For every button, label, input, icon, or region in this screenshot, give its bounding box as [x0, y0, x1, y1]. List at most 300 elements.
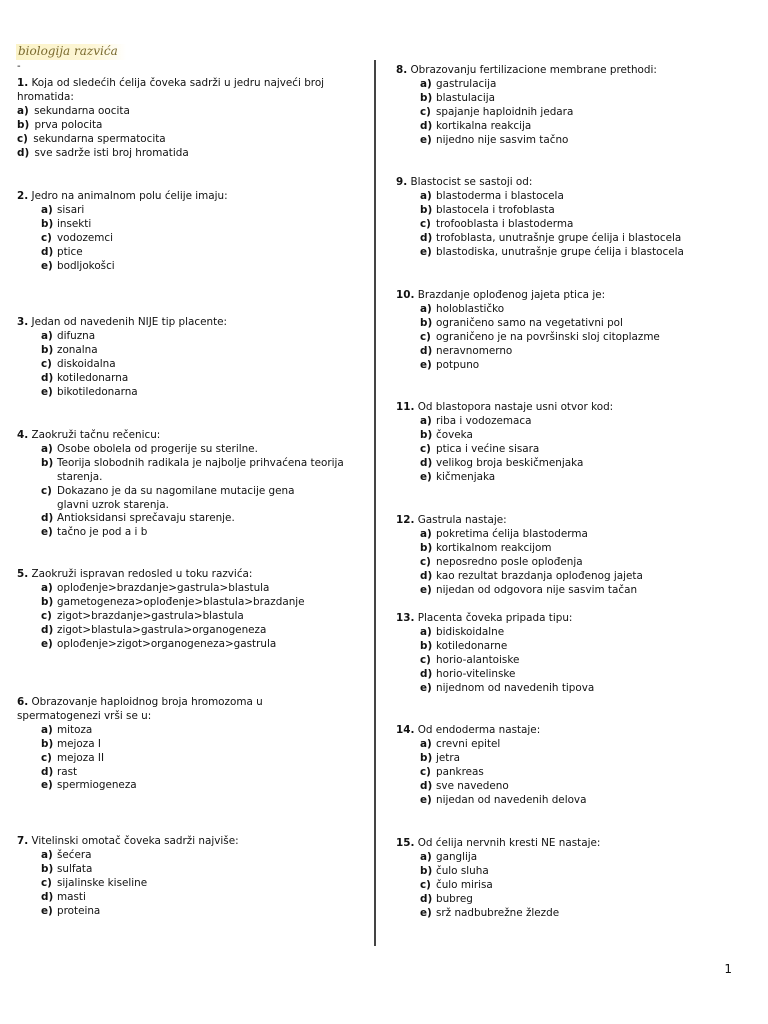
answer-option[interactable]	[396, 907, 600, 921]
question-stem	[396, 514, 643, 528]
question-stem	[17, 91, 324, 105]
option-text: jetra	[436, 751, 460, 764]
option-letter: b)	[420, 428, 433, 441]
answer-option[interactable]	[396, 232, 684, 246]
option-letter: d)	[17, 146, 30, 159]
question-text: Jedan od navedenih NIJE tip placente:	[31, 316, 228, 328]
answer-option[interactable]	[17, 218, 228, 232]
question-number: 15.	[396, 837, 415, 849]
answer-option[interactable]	[396, 303, 660, 317]
option-text: ganglija	[436, 850, 478, 863]
answer-options	[17, 105, 324, 161]
option-text: blastodiska, unutrašnje grupe ćelija i blastocela	[436, 245, 684, 258]
question-text: Koja od sledećih ćelija čoveka sadrži u jedru najveći broj	[31, 77, 325, 89]
answer-option[interactable]	[17, 330, 227, 344]
option-text: kortikalna reakcija	[436, 119, 532, 132]
option-text: čoveka	[436, 428, 473, 441]
answer-options	[396, 303, 660, 373]
question-stem	[396, 289, 660, 303]
answer-option[interactable]	[396, 134, 657, 148]
question-3	[17, 316, 227, 399]
question-number: 7.	[17, 835, 29, 847]
option-letter: a)	[41, 723, 53, 736]
option-letter: a)	[420, 77, 432, 90]
option-text: spajanje haploidnih jedara	[436, 105, 574, 118]
option-text: insekti	[57, 217, 92, 230]
option-text: Teorija slobodnih radikala je najbolje prihvaćena teorija starenja.	[57, 456, 344, 483]
option-text: blastoderma i blastocela	[436, 189, 564, 202]
answer-option[interactable]	[17, 372, 227, 386]
answer-option[interactable]	[17, 105, 324, 119]
option-letter: d)	[41, 371, 54, 384]
question-8	[396, 64, 657, 147]
option-letter: b)	[41, 343, 54, 356]
option-letter: d)	[420, 667, 433, 680]
option-letter: b)	[420, 91, 433, 104]
option-text: zonalna	[57, 343, 98, 356]
answer-option[interactable]	[17, 119, 324, 133]
answer-option[interactable]	[17, 738, 263, 752]
answer-option[interactable]	[396, 893, 600, 907]
option-text: gastrulacija	[436, 77, 497, 90]
question-stem	[396, 612, 594, 626]
answer-options	[396, 528, 643, 598]
answer-option[interactable]	[17, 610, 305, 624]
answer-option[interactable]	[396, 92, 657, 106]
question-number: 8.	[396, 64, 408, 76]
answer-option[interactable]	[17, 386, 227, 400]
answer-option[interactable]	[17, 766, 263, 780]
answer-option[interactable]	[396, 331, 660, 345]
option-text: nijedan od navedenih delova	[436, 793, 587, 806]
answer-option[interactable]	[396, 345, 660, 359]
option-text: čulo mirisa	[436, 878, 493, 891]
question-number: 3.	[17, 316, 29, 328]
option-letter: c)	[41, 609, 52, 622]
question-text: Blastocist se sastoji od:	[410, 176, 533, 188]
answer-option[interactable]	[396, 457, 613, 471]
option-letter: e)	[420, 793, 432, 806]
option-letter: c)	[420, 217, 431, 230]
option-text: vodozemci	[57, 231, 114, 244]
option-letter: b)	[420, 751, 433, 764]
option-text: ptice	[57, 245, 83, 258]
question-stem	[17, 696, 263, 710]
answer-option[interactable]	[396, 626, 594, 640]
option-letter: c)	[420, 555, 431, 568]
option-letter: c)	[420, 105, 431, 118]
answer-option[interactable]	[396, 879, 600, 893]
option-letter: a)	[420, 737, 432, 750]
option-letter: a)	[41, 203, 53, 216]
option-letter: e)	[420, 583, 432, 596]
answer-option[interactable]	[396, 120, 657, 134]
answer-option[interactable]	[396, 106, 657, 120]
option-text: masti	[57, 890, 86, 903]
answer-option[interactable]	[396, 766, 586, 780]
option-letter: a)	[420, 527, 432, 540]
answer-options	[396, 78, 657, 148]
option-letter: d)	[420, 231, 433, 244]
answer-option[interactable]	[396, 415, 613, 429]
option-text: Dokazano je da su nagomilane mutacije gena glavni uzrok starenja.	[57, 484, 295, 511]
question-stem	[17, 316, 227, 330]
question-stem	[396, 724, 586, 738]
answer-option[interactable]	[17, 485, 344, 513]
option-text: srž nadbubrežne žlezde	[436, 906, 560, 919]
option-text: velikog broja beskičmenjaka	[436, 456, 584, 469]
answer-option[interactable]	[17, 358, 227, 372]
question-stem	[396, 64, 657, 78]
option-letter: d)	[420, 779, 433, 792]
question-7	[17, 835, 239, 918]
option-text: difuzna	[57, 329, 96, 342]
answer-option[interactable]	[396, 584, 643, 598]
question-stem	[17, 77, 324, 91]
option-text: kotiledonarna	[57, 371, 129, 384]
answer-option[interactable]	[17, 877, 239, 891]
option-letter: a)	[41, 848, 53, 861]
option-text: sve navedeno	[436, 779, 509, 792]
option-text: bidiskoidalne	[436, 625, 505, 638]
answer-option[interactable]	[396, 556, 643, 570]
answer-option[interactable]	[17, 133, 324, 147]
option-letter: c)	[41, 876, 52, 889]
option-text: horio-vitelinske	[436, 667, 516, 680]
question-stem	[17, 710, 263, 724]
option-text: Osobe obolela od progerije su sterilne.	[57, 442, 258, 455]
question-stem	[17, 835, 239, 849]
option-letter: e)	[420, 133, 432, 146]
option-letter: e)	[420, 906, 432, 919]
answer-option[interactable]	[396, 654, 594, 668]
answer-option[interactable]	[396, 317, 660, 331]
option-text: potpuno	[436, 358, 480, 371]
answer-options	[17, 330, 227, 400]
option-letter: d)	[420, 344, 433, 357]
option-letter: d)	[41, 512, 54, 525]
question-15	[396, 837, 600, 920]
answer-option[interactable]	[396, 682, 594, 696]
option-text: sisari	[57, 203, 85, 216]
option-letter: e)	[41, 385, 53, 398]
answer-option[interactable]	[17, 905, 239, 919]
option-letter: c)	[41, 231, 52, 244]
option-letter: b)	[17, 118, 30, 131]
option-text: diskoidalna	[57, 357, 116, 370]
answer-option[interactable]	[396, 794, 586, 808]
answer-option[interactable]	[17, 443, 344, 457]
option-text: bikotiledonarna	[57, 385, 138, 398]
answer-option[interactable]	[396, 359, 660, 373]
document-header	[16, 44, 126, 60]
question-12	[396, 514, 643, 597]
answer-option[interactable]	[396, 429, 613, 443]
option-text: kotiledonarne	[436, 639, 508, 652]
answer-option[interactable]	[17, 526, 344, 540]
answer-option[interactable]	[396, 246, 684, 260]
option-text: sve sadrže isti broj hromatida	[34, 146, 189, 159]
option-letter: c)	[41, 357, 52, 370]
question-11	[396, 401, 613, 484]
option-text: Antioksidansi sprečavaju starenje.	[57, 512, 235, 525]
option-text: blastulacija	[436, 91, 496, 104]
option-letter: e)	[420, 245, 432, 258]
answer-option[interactable]	[396, 78, 657, 92]
question-1	[17, 77, 324, 160]
answer-option[interactable]	[396, 471, 613, 485]
question-text: Zaokruži tačnu rečenicu:	[31, 429, 161, 441]
question-14	[396, 724, 586, 807]
option-letter: a)	[420, 625, 432, 638]
question-text: Zaokruži ispravan redosled u toku razvića:	[31, 568, 253, 580]
option-text: pokretima ćelija blastoderma	[436, 527, 588, 540]
option-letter: d)	[420, 892, 433, 905]
question-stem	[17, 429, 344, 443]
option-letter: e)	[41, 526, 53, 539]
answer-option[interactable]	[17, 232, 228, 246]
option-text: ograničeno je na površinski sloj citoplazme	[436, 330, 660, 343]
option-letter: e)	[41, 637, 53, 650]
question-4	[17, 429, 344, 540]
option-letter: a)	[420, 850, 432, 863]
option-text: neravnomerno	[436, 344, 513, 357]
answer-option[interactable]	[17, 752, 263, 766]
answer-option[interactable]	[17, 624, 305, 638]
option-text: sulfata	[57, 862, 93, 875]
question-13	[396, 612, 594, 695]
answer-option[interactable]	[396, 780, 586, 794]
option-text: zigot>brazdanje>gastrula>blastula	[57, 609, 244, 622]
answer-option[interactable]	[396, 218, 684, 232]
question-text: Brazdanje oplođenog jajeta ptica je:	[417, 289, 606, 301]
question-number: 10.	[396, 289, 415, 301]
option-letter: a)	[420, 414, 432, 427]
question-number: 9.	[396, 176, 408, 188]
answer-option[interactable]	[17, 260, 228, 274]
question-number: 5.	[17, 568, 29, 580]
option-letter: d)	[41, 245, 54, 258]
answer-options	[17, 204, 228, 274]
option-text: oplođenje>zigot>organogeneza>gastrula	[57, 637, 277, 650]
answer-option[interactable]	[17, 344, 227, 358]
option-text: holoblastičko	[436, 302, 505, 315]
question-text: Od ćelija nervnih kresti NE nastaje:	[417, 837, 601, 849]
option-letter: d)	[420, 569, 433, 582]
question-text: Gastrula nastaje:	[417, 514, 507, 526]
option-text: ptica i većine sisara	[436, 442, 540, 455]
option-text: mitoza	[57, 723, 93, 736]
question-stem	[396, 837, 600, 851]
option-letter: b)	[420, 203, 433, 216]
option-letter: d)	[41, 623, 54, 636]
answer-option[interactable]	[396, 738, 586, 752]
question-number: 1.	[17, 77, 29, 89]
answer-option[interactable]	[17, 582, 305, 596]
option-text: trofoblasta, unutrašnje grupe ćelija i blastocela	[436, 231, 682, 244]
option-text: rast	[57, 765, 78, 778]
question-text: hromatida:	[17, 90, 74, 103]
option-letter: e)	[41, 904, 53, 917]
answer-option[interactable]	[396, 190, 684, 204]
question-number: 14.	[396, 724, 415, 736]
question-number: 11.	[396, 401, 415, 413]
option-letter: a)	[41, 442, 53, 455]
option-text: mejoza II	[57, 751, 105, 764]
option-letter: b)	[420, 639, 433, 652]
option-text: bodljokošci	[57, 259, 115, 272]
question-stem	[396, 176, 684, 190]
answer-options	[17, 849, 239, 919]
question-text: Obrazovanje haploidnog broja hromozoma u	[31, 696, 263, 708]
question-stem	[396, 401, 613, 415]
answer-option[interactable]	[17, 638, 305, 652]
option-text: blastocela i trofoblasta	[436, 203, 555, 216]
answer-option[interactable]	[396, 752, 586, 766]
answer-options	[396, 626, 594, 696]
option-letter: c)	[420, 765, 431, 778]
option-letter: b)	[420, 864, 433, 877]
option-text: zigot>blastula>gastrula>organogeneza	[57, 623, 267, 636]
question-number: 12.	[396, 514, 415, 526]
option-letter: c)	[41, 484, 52, 497]
option-letter: e)	[420, 681, 432, 694]
option-text: pankreas	[436, 765, 484, 778]
option-text: riba i vodozemaca	[436, 414, 532, 427]
answer-option[interactable]	[396, 443, 613, 457]
option-letter: c)	[17, 132, 28, 145]
answer-options	[396, 415, 613, 485]
option-text: mejoza I	[57, 737, 101, 750]
answer-option[interactable]	[17, 779, 263, 793]
header-dash: -	[17, 61, 21, 72]
option-letter: c)	[41, 751, 52, 764]
answer-option[interactable]	[17, 849, 239, 863]
answer-option[interactable]	[17, 204, 228, 218]
answer-option[interactable]	[396, 570, 643, 584]
option-letter: d)	[420, 119, 433, 132]
option-text: gametogeneza>oplođenje>blastula>brazdanje	[57, 595, 305, 608]
option-letter: a)	[41, 329, 53, 342]
question-text: Placenta čoveka pripada tipu:	[417, 612, 573, 624]
answer-option[interactable]	[17, 512, 344, 526]
option-letter: d)	[41, 890, 54, 903]
question-text: Obrazovanju fertilizacione membrane prethodi:	[410, 64, 657, 76]
answer-option[interactable]	[396, 668, 594, 682]
option-text: bubreg	[436, 892, 473, 905]
answer-options	[17, 443, 344, 540]
option-letter: d)	[420, 456, 433, 469]
option-letter: b)	[41, 862, 54, 875]
option-text: ograničeno samo na vegetativni pol	[436, 316, 623, 329]
question-number: 13.	[396, 612, 415, 624]
answer-options	[17, 724, 263, 794]
answer-options	[396, 738, 586, 808]
question-text: Od endoderma nastaje:	[417, 724, 541, 736]
answer-option[interactable]	[17, 246, 228, 260]
question-10	[396, 289, 660, 372]
answer-option[interactable]	[396, 640, 594, 654]
answer-option[interactable]	[17, 891, 239, 905]
question-2	[17, 190, 228, 273]
option-text: horio-alantoiske	[436, 653, 520, 666]
question-9	[396, 176, 684, 259]
answer-options	[17, 582, 305, 652]
document-title: biologija razvića	[18, 44, 118, 58]
option-letter: c)	[420, 330, 431, 343]
answer-option[interactable]	[396, 865, 600, 879]
option-text: sekundarna oocita	[34, 104, 130, 117]
answer-option[interactable]	[396, 542, 643, 556]
question-number: 2.	[17, 190, 29, 202]
option-text: spermiogeneza	[57, 779, 137, 792]
option-letter: d)	[41, 765, 54, 778]
question-stem	[17, 568, 305, 582]
question-text: Od blastopora nastaje usni otvor kod:	[417, 401, 614, 413]
option-letter: b)	[420, 316, 433, 329]
option-text: nijedno nije sasvim tačno	[436, 133, 569, 146]
option-letter: c)	[420, 442, 431, 455]
question-number: 6.	[17, 696, 29, 708]
option-text: prva polocita	[34, 118, 103, 131]
column-divider	[374, 60, 376, 946]
question-5	[17, 568, 305, 651]
option-text: nijedan od odgovora nije sasvim tačan	[436, 583, 638, 596]
option-letter: c)	[420, 878, 431, 891]
option-letter: b)	[41, 217, 54, 230]
option-letter: b)	[420, 541, 433, 554]
option-text: sijalinske kiseline	[57, 876, 148, 889]
option-text: kao rezultat brazdanja oplođenog jajeta	[436, 569, 643, 582]
answer-option[interactable]	[396, 204, 684, 218]
option-text: oplođenje>brazdanje>gastrula>blastula	[57, 581, 270, 594]
option-letter: b)	[41, 456, 54, 469]
answer-options	[396, 851, 600, 921]
option-text: kortikalnom reakcijom	[436, 541, 552, 554]
option-text: trofooblasta i blastoderma	[436, 217, 574, 230]
option-letter: e)	[41, 779, 53, 792]
question-text: spermatogenezi vrši se u:	[17, 709, 152, 722]
option-letter: a)	[41, 581, 53, 594]
answer-option[interactable]	[396, 528, 643, 542]
option-letter: a)	[420, 302, 432, 315]
answer-option[interactable]	[396, 851, 600, 865]
option-text: crevni epitel	[436, 737, 501, 750]
answer-option[interactable]	[17, 457, 344, 485]
option-letter: b)	[41, 737, 54, 750]
question-text: Jedro na animalnom polu ćelije imaju:	[31, 190, 228, 202]
option-text: tačno je pod a i b	[57, 526, 148, 539]
question-number: 4.	[17, 429, 29, 441]
answer-option[interactable]	[17, 596, 305, 610]
option-letter: c)	[420, 653, 431, 666]
page-number: 1	[724, 962, 732, 976]
option-text: nijednom od navedenih tipova	[436, 681, 595, 694]
option-text: sekundarna spermatocita	[33, 132, 166, 145]
option-letter: a)	[17, 104, 29, 117]
answer-option[interactable]	[17, 147, 324, 161]
answer-option[interactable]	[17, 724, 263, 738]
option-letter: e)	[41, 259, 53, 272]
answer-options	[396, 190, 684, 260]
question-stem	[17, 190, 228, 204]
option-letter: a)	[420, 189, 432, 202]
answer-option[interactable]	[17, 863, 239, 877]
question-6	[17, 696, 263, 793]
option-letter: e)	[420, 358, 432, 371]
option-text: šećera	[57, 848, 92, 861]
option-letter: b)	[41, 595, 54, 608]
